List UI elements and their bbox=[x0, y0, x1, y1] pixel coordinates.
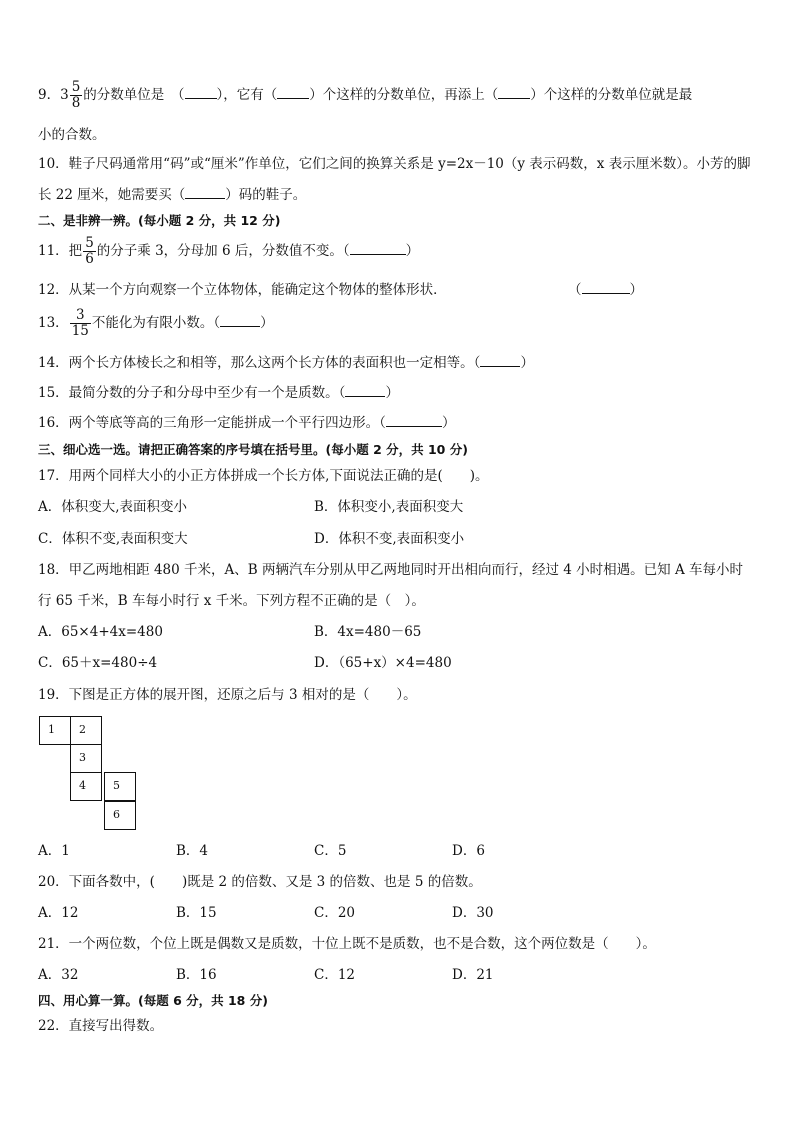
question-9-line2: 小的合数。 bbox=[38, 127, 106, 143]
q19-option-a[interactable]: A．1 bbox=[38, 843, 70, 859]
q9-frac-num: 5 bbox=[71, 79, 81, 95]
q13-text-a: 13． bbox=[38, 315, 69, 331]
q19-option-b[interactable]: B．4 bbox=[176, 843, 209, 859]
q11-blank[interactable] bbox=[350, 242, 406, 255]
net-cell-6: 6 bbox=[104, 801, 136, 830]
q9-text2: ），它有（ bbox=[216, 87, 278, 103]
net-cell-5: 5 bbox=[104, 772, 136, 801]
q9-text3: ）个这样的分数单位，再添上（ bbox=[309, 87, 499, 103]
q17-option-b[interactable]: B．体积变小,表面积变大 bbox=[314, 499, 464, 515]
q21-option-b[interactable]: B．16 bbox=[176, 967, 217, 983]
q13-frac-den: 15 bbox=[71, 323, 89, 339]
q12-answer bbox=[568, 281, 643, 299]
question-20-stem: 20．下面各数中，( )既是 2 的倍数、又是 3 的倍数、也是 5 的倍数。 bbox=[38, 874, 482, 890]
q14-text: 14．两个长方体棱长之和相等，那么这两个长方体的表面积也一定相等。（ bbox=[38, 355, 481, 371]
section-3-heading: 三、细心选一选。请把正确答案的序号填在括号里。(每小题 2 分，共 10 分) bbox=[38, 442, 468, 457]
question-18-line1: 18．甲乙两地相距 480 千米，A、B 两辆汽车分别从甲乙两地同时开出相向而行，经过 4 小时相遇。已知 A 车每小时 bbox=[38, 562, 743, 578]
q9-blank3[interactable] bbox=[498, 86, 530, 99]
q17-option-a[interactable]: A．体积变大,表面积变小 bbox=[38, 499, 188, 515]
q20-option-d[interactable]: D．30 bbox=[452, 905, 494, 921]
net-cell-1: 1 bbox=[39, 716, 71, 745]
q15-text: 15．最简分数的分子和分母中至少有一个是质数。（ bbox=[38, 385, 346, 401]
q9-number: 9． bbox=[38, 87, 61, 103]
q13-text-c: ） bbox=[260, 315, 274, 331]
q11-frac-num: 5 bbox=[85, 235, 94, 251]
question-16 bbox=[38, 414, 455, 432]
q9-fraction bbox=[70, 80, 83, 111]
q11-text-c: ） bbox=[405, 243, 420, 259]
question-10-line2 bbox=[38, 186, 306, 204]
q14-close: ） bbox=[520, 355, 534, 371]
q11-text-b: 的分子乘 3，分母加 6 后，分数值不变。（ bbox=[96, 243, 350, 259]
q10-blank[interactable] bbox=[185, 186, 225, 199]
net-cell-4: 4 bbox=[70, 772, 102, 801]
net-cell-2: 2 bbox=[70, 716, 102, 745]
question-19-stem: 19．下图是正方体的展开图，还原之后与 3 相对的是（ ）。 bbox=[38, 687, 417, 703]
q12-blank[interactable] bbox=[582, 281, 630, 294]
q12-close: ） bbox=[629, 282, 643, 298]
q17-option-d[interactable]: D．体积不变,表面积变小 bbox=[314, 531, 465, 547]
question-22: 22．直接写出得数。 bbox=[38, 1018, 164, 1034]
q16-text: 16．两个等底等高的三角形一定能拼成一个平行四边形。（ bbox=[38, 415, 386, 431]
q21-option-a[interactable]: A．32 bbox=[38, 967, 79, 983]
q20-option-c[interactable]: C．20 bbox=[314, 905, 356, 921]
q12-text-a: 12．从某一个方向观察一个立体物体，能确定这个物体的整体形状． bbox=[38, 282, 447, 298]
q13-fraction bbox=[70, 308, 91, 339]
q21-option-c[interactable]: C．12 bbox=[314, 967, 356, 983]
q15-blank[interactable] bbox=[345, 384, 385, 397]
question-12 bbox=[38, 281, 447, 299]
q20-option-a[interactable]: A．12 bbox=[38, 905, 79, 921]
q17-option-c[interactable]: C．体积不变,表面积变大 bbox=[38, 531, 188, 547]
q9-blank1[interactable] bbox=[185, 86, 217, 99]
q13-blank[interactable] bbox=[220, 314, 260, 327]
q11-frac-den: 6 bbox=[85, 251, 94, 267]
q11-fraction bbox=[83, 236, 96, 267]
q19-option-d[interactable]: D．6 bbox=[452, 843, 485, 859]
question-18-line2: 行 65 千米，B 车每小时行 x 千米。下列方程不正确的是（ ）。 bbox=[38, 593, 425, 609]
q20-option-b[interactable]: B．15 bbox=[176, 905, 217, 921]
q12-open: （ bbox=[568, 282, 582, 298]
q21-option-d[interactable]: D．21 bbox=[452, 967, 494, 983]
q16-blank[interactable] bbox=[386, 414, 442, 427]
question-11 bbox=[38, 236, 419, 267]
q15-close: ） bbox=[385, 385, 399, 401]
q9-frac-den: 8 bbox=[71, 95, 81, 111]
q11-text-a: 11．把 bbox=[38, 243, 83, 259]
q13-text-b: 不能化为有限小数。（ bbox=[91, 315, 221, 331]
q9-whole: 3 bbox=[60, 87, 69, 103]
q18-option-d[interactable]: D．（65+x）×4=480 bbox=[314, 655, 452, 671]
q10-text-a: 长 22 厘米，她需要买（ bbox=[38, 187, 186, 203]
q9-text1: 的分数单位是 （ bbox=[83, 87, 185, 103]
q16-close: ） bbox=[441, 415, 456, 431]
q18-option-a[interactable]: A．65×4+4x=480 bbox=[38, 624, 163, 640]
q18-option-c[interactable]: C．65＋x=480÷4 bbox=[38, 655, 158, 671]
question-9-line1 bbox=[38, 80, 692, 111]
question-21-stem: 21．一个两位数，个位上既是偶数又是质数，十位上既不是质数，也不是合数，这个两位数是（ ）。 bbox=[38, 936, 656, 952]
question-10-line1: 10．鞋子尺码通常用“码”或“厘米”作单位，它们之间的换算关系是 y=2x－10（y 表示码数，x 表示厘米数）。小芳的脚 bbox=[38, 156, 751, 172]
question-17-stem: 17．用两个同样大小的小正方体拼成一个长方体,下面说法正确的是( )。 bbox=[38, 468, 489, 484]
q19-option-c[interactable]: C．5 bbox=[314, 843, 347, 859]
q10-text-b: ）码的鞋子。 bbox=[225, 187, 307, 203]
q18-option-b[interactable]: B．4x=480－65 bbox=[314, 624, 422, 640]
question-14 bbox=[38, 354, 534, 372]
q9-blank2[interactable] bbox=[277, 86, 309, 99]
question-15 bbox=[38, 384, 399, 402]
q13-frac-num: 3 bbox=[70, 308, 91, 324]
net-cell-3: 3 bbox=[70, 744, 102, 773]
q14-blank[interactable] bbox=[480, 354, 520, 367]
question-13 bbox=[38, 308, 274, 339]
section-4-heading: 四、用心算一算。(每题 6 分，共 18 分) bbox=[38, 993, 268, 1008]
section-2-heading: 二、是非辨一辨。(每小题 2 分，共 12 分) bbox=[38, 213, 281, 228]
q9-text4: ）个这样的分数单位就是最 bbox=[530, 87, 693, 103]
